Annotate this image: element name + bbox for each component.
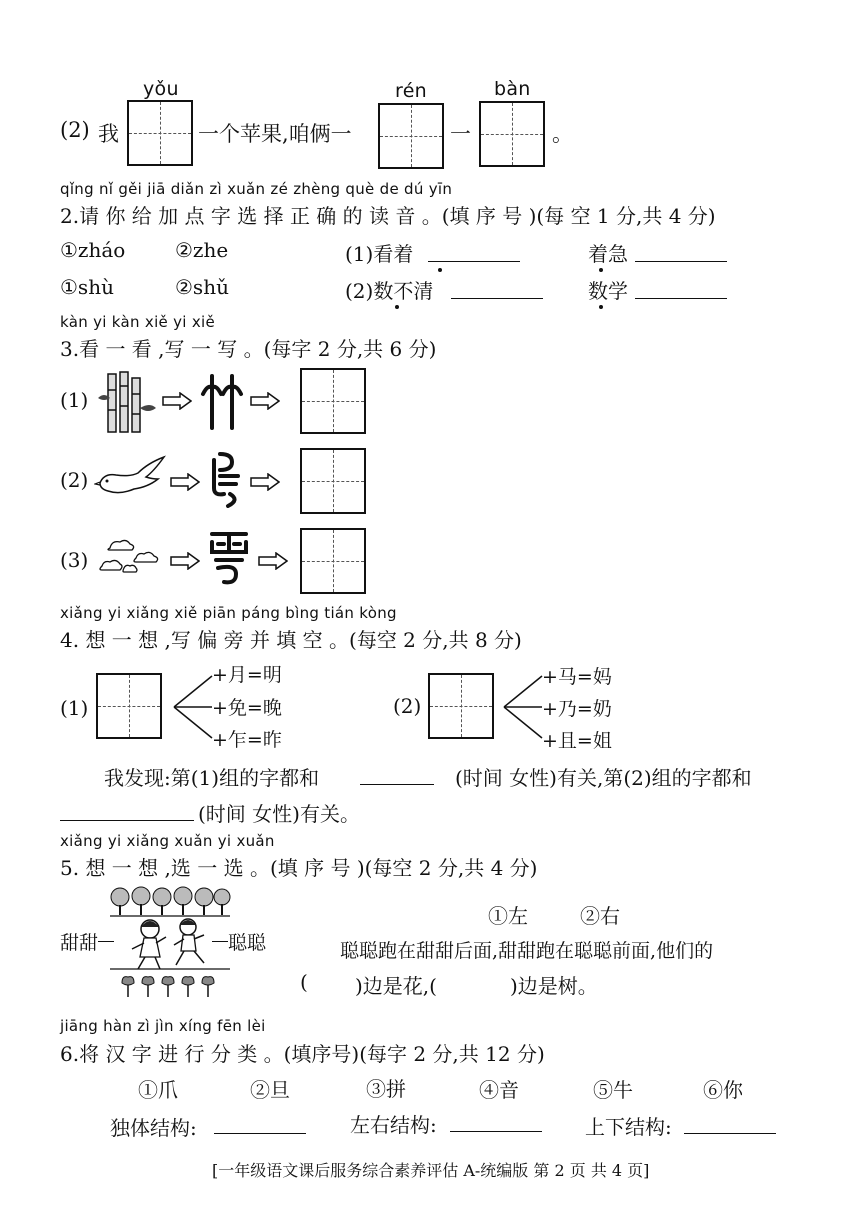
q2-row1-item1: (1)看着 bbox=[345, 242, 414, 266]
q3-title: 3.看 一 看 ,写 一 写 。(每字 2 分,共 6 分) bbox=[60, 337, 437, 361]
q6-pinyin: jiāng hàn zì jìn xíng fēn lèi bbox=[60, 1017, 266, 1035]
q1-text-wo: 我 bbox=[98, 122, 119, 146]
q6-char-4: ④音 bbox=[479, 1078, 519, 1102]
q2-row2-opt2: ②shǔ bbox=[175, 275, 229, 299]
q4-group2-row3: +且=姐 bbox=[542, 730, 612, 752]
label-line-left bbox=[98, 941, 114, 942]
bamboo-seal-glyph bbox=[200, 372, 244, 432]
arrow-right-icon bbox=[162, 392, 192, 410]
answer-blank-leftright[interactable] bbox=[450, 1131, 542, 1132]
running-children-picture-icon bbox=[108, 885, 232, 1001]
pinyin-you: yǒu bbox=[143, 78, 179, 100]
q4-finding-end: (时间 女性)有关。 bbox=[198, 802, 360, 826]
q3-item3-number: (3) bbox=[60, 548, 89, 572]
answer-blank-shuxue[interactable] bbox=[635, 298, 727, 299]
q6-title: 6.将 汉 字 进 行 分 类 。(填序号)(每字 2 分,共 12 分) bbox=[60, 1042, 545, 1066]
q6-char-5: ⑤牛 bbox=[593, 1078, 633, 1102]
q6-char-6: ⑥你 bbox=[703, 1078, 743, 1102]
q2-row2-item1: (2)数不清 bbox=[345, 279, 434, 303]
q5-option-left: ①左 bbox=[488, 904, 528, 928]
writing-box-ban[interactable] bbox=[479, 101, 545, 167]
q5-title: 5. 想 一 想 ,选 一 选 。(填 序 号 )(每空 2 分,共 4 分) bbox=[60, 856, 538, 880]
arrow-right-icon bbox=[250, 473, 280, 491]
q2-title: 2.请 你 给 加 点 字 选 择 正 确 的 读 音 。(填 序 号 )(每 空 1 分,共 4 分) bbox=[60, 204, 716, 228]
answer-blank-shubuqing[interactable] bbox=[451, 298, 543, 299]
answer-blank-single[interactable] bbox=[214, 1133, 306, 1134]
emphasis-dot bbox=[599, 305, 603, 309]
q1-item-number: (2) bbox=[60, 118, 90, 142]
answer-blank-topbottom[interactable] bbox=[684, 1133, 776, 1134]
arrow-right-icon bbox=[250, 392, 280, 410]
q1-text-yi: 一 bbox=[450, 122, 471, 146]
label-tiantian: 甜甜 bbox=[60, 932, 99, 954]
q2-pinyin: qǐng nǐ gěi jiā diǎn zì xuǎn zé zhèng què de dú yīn bbox=[60, 180, 453, 198]
bracket-lines bbox=[502, 670, 544, 744]
emphasis-dot bbox=[438, 268, 442, 272]
q6-category-topbottom: 上下结构: bbox=[585, 1115, 672, 1139]
q2-row1-opt2: ②zhe bbox=[175, 238, 229, 262]
writing-box-niao[interactable] bbox=[300, 448, 366, 514]
q3-item1-number: (1) bbox=[60, 388, 89, 412]
q3-pinyin: kàn yi kàn xiě yi xiě bbox=[60, 313, 216, 331]
answer-blank-kanzhe[interactable] bbox=[428, 261, 520, 262]
q4-group2-row1: +马=妈 bbox=[542, 666, 612, 688]
q6-char-3: ③拼 bbox=[366, 1077, 406, 1101]
q6-category-leftright: 左右结构: bbox=[350, 1113, 437, 1137]
arrow-right-icon bbox=[258, 552, 288, 570]
arrow-right-icon bbox=[170, 552, 200, 570]
q4-group2-number: (2) bbox=[393, 694, 422, 718]
q4-group1-row1: +月=明 bbox=[212, 664, 282, 686]
answer-blank-finding2[interactable] bbox=[60, 820, 194, 821]
q5-blank-text1: )边是花,( bbox=[355, 974, 437, 998]
cloud-seal-glyph bbox=[206, 528, 252, 590]
q1-text-middle: 一个苹果,咱俩一 bbox=[198, 122, 352, 146]
writing-box-radical-nv[interactable] bbox=[428, 673, 494, 739]
writing-box-you[interactable] bbox=[127, 100, 193, 166]
q4-group1-row3: +乍=昨 bbox=[212, 729, 282, 751]
bird-picture-icon bbox=[94, 455, 166, 501]
writing-box-radical-ri[interactable] bbox=[96, 673, 162, 739]
bamboo-picture-icon bbox=[94, 368, 158, 434]
q4-group2-row2: +乃=奶 bbox=[542, 698, 612, 720]
q4-finding-middle: (时间 女性)有关,第(2)组的字都和 bbox=[455, 766, 752, 790]
q2-row1-opt1: ①zháo bbox=[60, 238, 126, 262]
q5-paren-open: ( bbox=[300, 970, 308, 994]
q6-char-2: ②旦 bbox=[250, 1078, 290, 1102]
arrow-right-icon bbox=[170, 473, 200, 491]
q6-char-1: ①爪 bbox=[138, 1078, 178, 1102]
q4-finding-start: 我发现:第(1)组的字都和 bbox=[104, 766, 320, 790]
q5-blank-text2: )边是树。 bbox=[510, 974, 598, 998]
answer-blank-zhaoji[interactable] bbox=[635, 261, 727, 262]
bird-seal-glyph bbox=[206, 450, 246, 508]
bracket-lines bbox=[172, 670, 214, 744]
q5-sentence: 聪聪跑在甜甜后面,甜甜跑在聪聪前面,他们的 bbox=[340, 940, 714, 962]
q6-category-single: 独体结构: bbox=[110, 1116, 197, 1140]
q3-item2-number: (2) bbox=[60, 468, 89, 492]
answer-blank-finding1[interactable] bbox=[360, 784, 434, 785]
q2-row2-opt1: ①shù bbox=[60, 275, 114, 299]
q4-pinyin: xiǎng yi xiǎng xiě piān páng bìng tián kòng bbox=[60, 604, 397, 622]
clouds-picture-icon bbox=[96, 534, 166, 576]
label-line-right bbox=[212, 941, 228, 942]
pinyin-ban: bàn bbox=[494, 78, 531, 100]
q2-row1-item2: 着急 bbox=[588, 242, 628, 266]
q1-text-period: 。 bbox=[552, 122, 573, 146]
label-congcong: 聪聪 bbox=[228, 932, 267, 954]
writing-box-yun[interactable] bbox=[300, 528, 366, 594]
q5-pinyin: xiǎng yi xiǎng xuǎn yi xuǎn bbox=[60, 832, 275, 850]
q5-option-right: ②右 bbox=[580, 904, 620, 928]
q4-group1-row2: +免=晚 bbox=[212, 697, 282, 719]
q2-row2-item2: 数学 bbox=[588, 279, 628, 303]
q4-title: 4. 想 一 想 ,写 偏 旁 并 填 空 。(每空 2 分,共 8 分) bbox=[60, 628, 522, 652]
emphasis-dot bbox=[599, 268, 603, 272]
writing-box-zhu[interactable] bbox=[300, 368, 366, 434]
page-footer: [一年级语文课后服务综合素养评估 A-统编版 第 2 页 共 4 页] bbox=[212, 1161, 650, 1180]
pinyin-ren: rén bbox=[395, 80, 428, 102]
emphasis-dot bbox=[395, 305, 399, 309]
q4-group1-number: (1) bbox=[60, 696, 89, 720]
writing-box-ren[interactable] bbox=[378, 103, 444, 169]
